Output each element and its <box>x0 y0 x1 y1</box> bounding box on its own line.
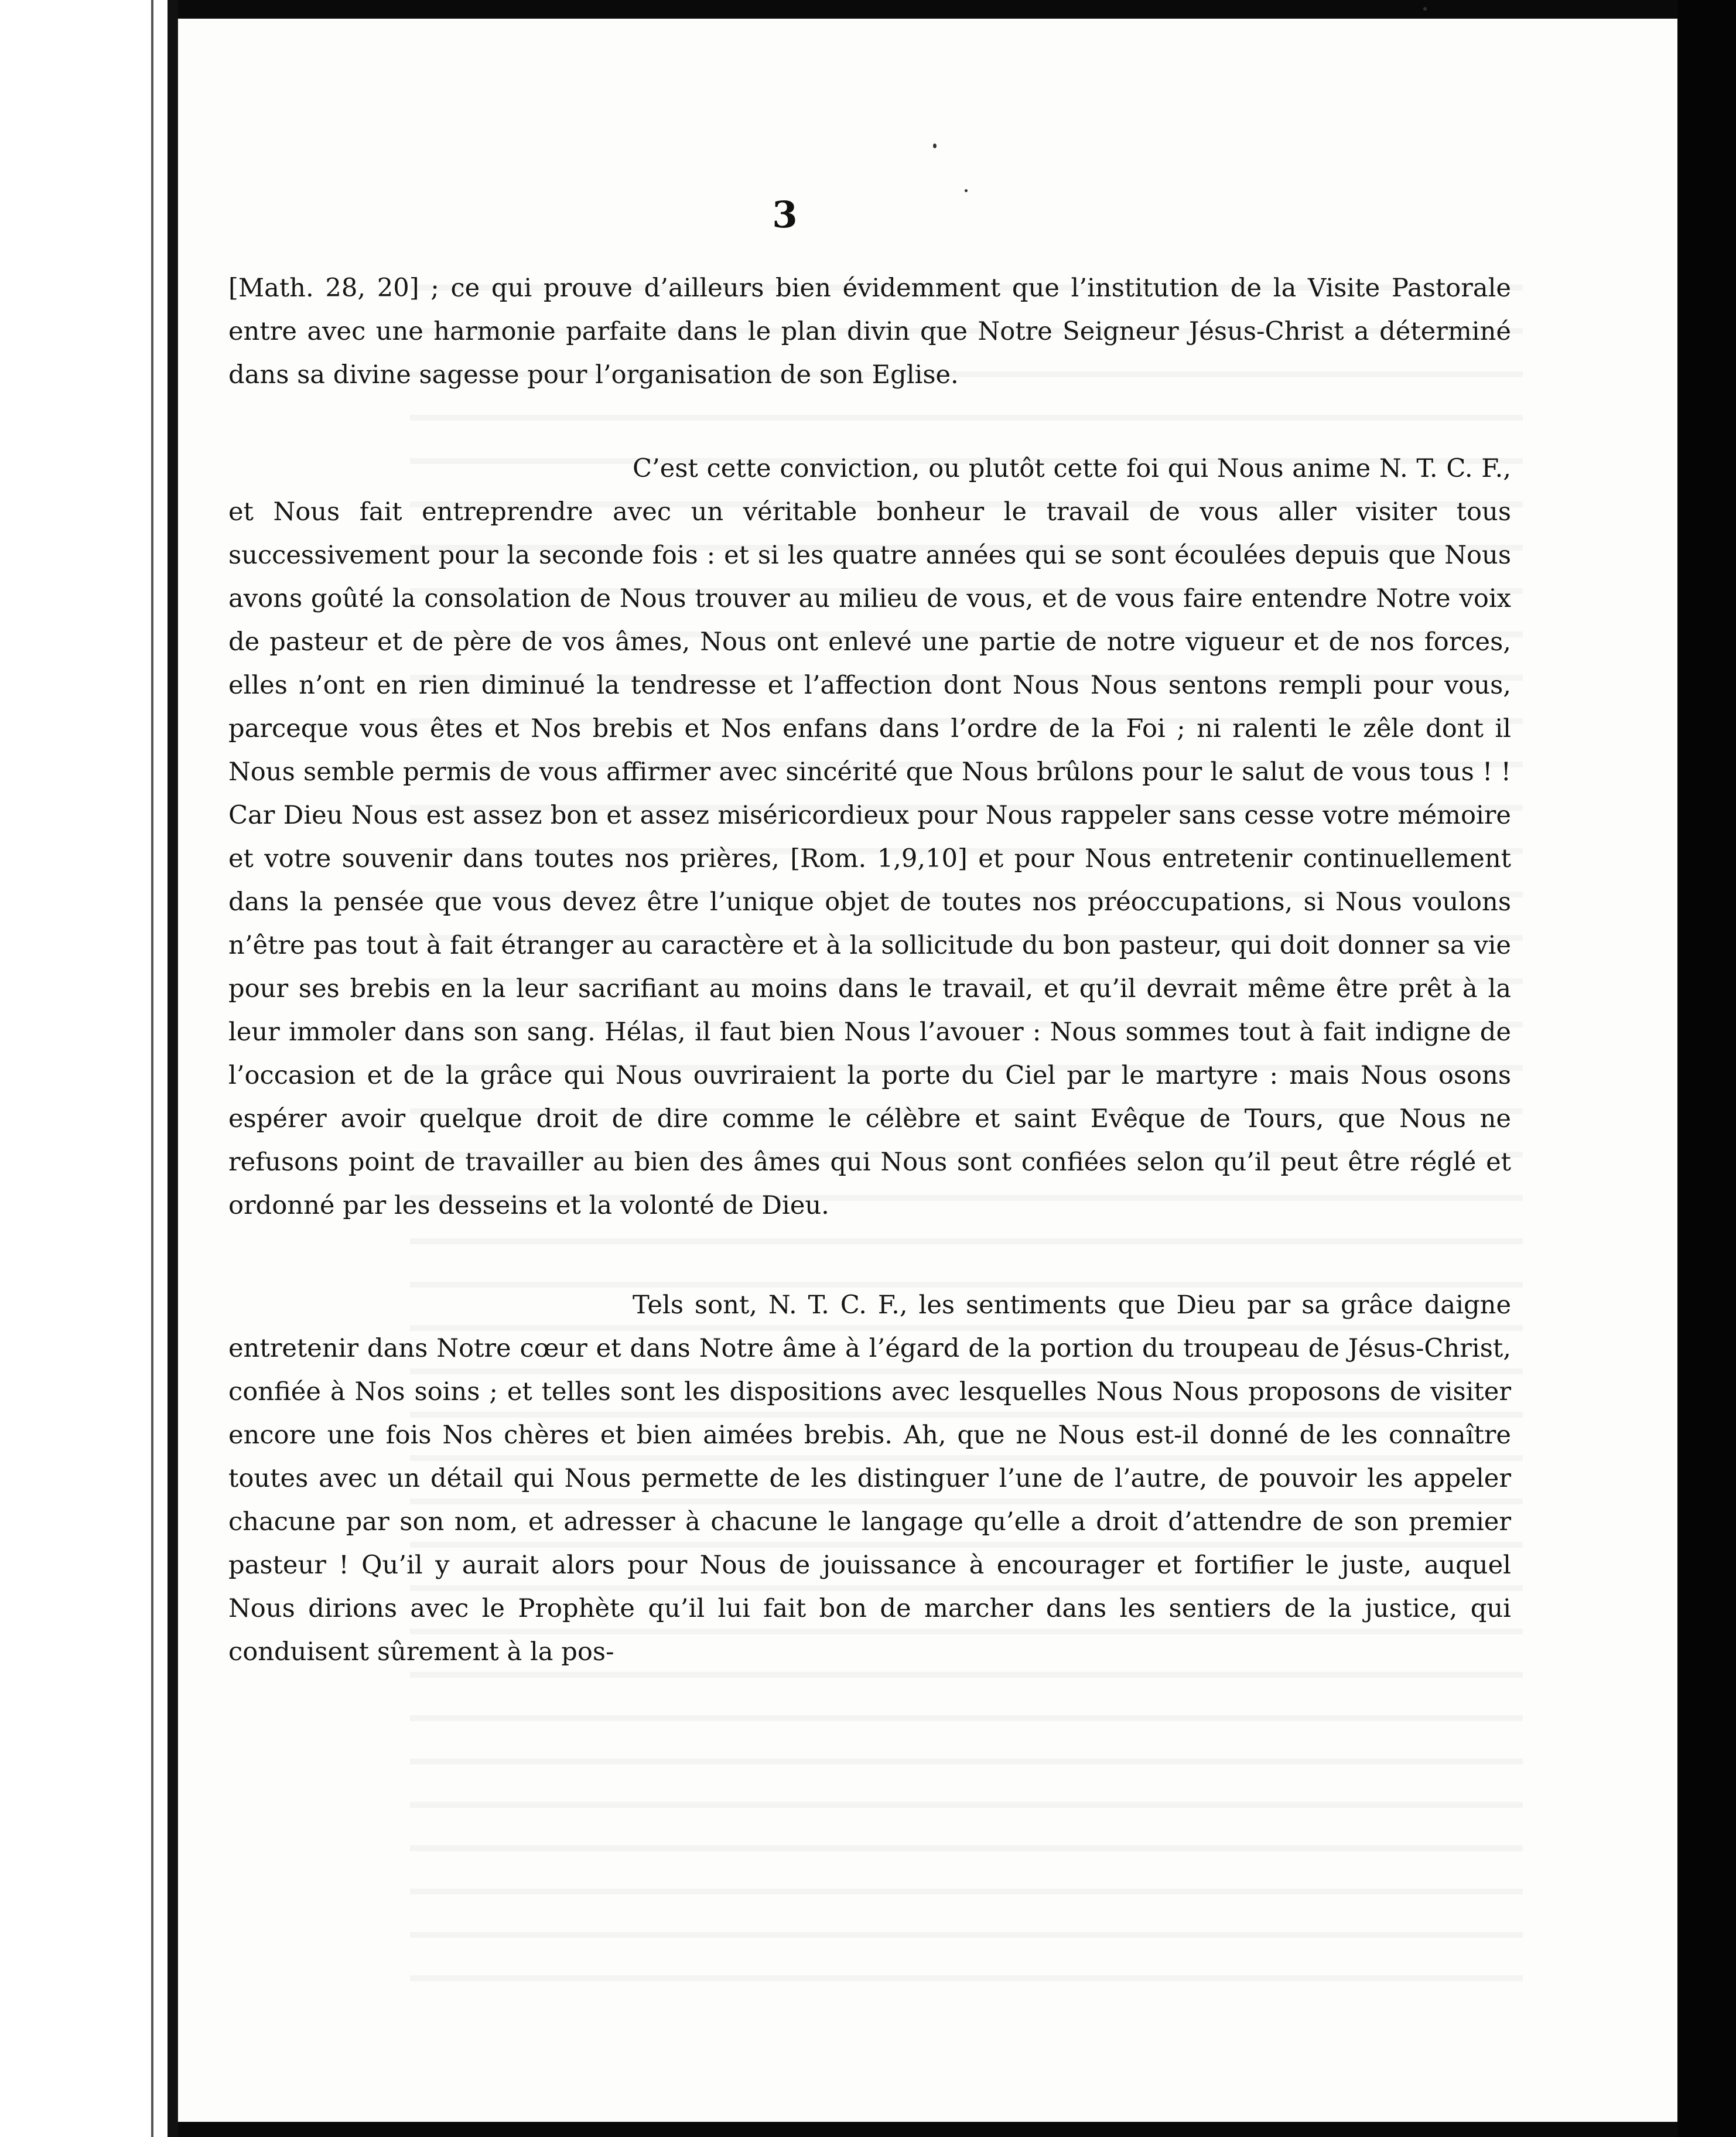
paragraph-continuation: [Math. 28, 20] ; ce qui prouve d’ailleurs bien évidemment que l’institution de la Visite Pastorale entre avec une harmonie parfaite dans le plan divin que Notre Seigneur Jésus-Christ a déterminé dans sa divine sagesse pour l’organisation de son Eglise. <box>228 274 1511 390</box>
body-text <box>228 267 1511 1674</box>
previous-page-edge <box>0 0 176 2137</box>
speck <box>1423 7 1427 11</box>
gutter-shadow <box>168 0 178 2137</box>
paragraph-conviction: C’est cette conviction, ou plutôt cette foi qui Nous anime N. T. C. F., et Nous fait entreprendre avec un véritable bonheur le travail de vous aller visiter tous successivement pour la seconde fois : et si les quatre années qui se sont écoulées depuis que Nous avons goûté la consolation de Nous trouver au milieu de vous, et de vous faire entendre Notre voix de pasteur et de père de vos âmes, Nous ont enlevé une partie de notre vigueur et de nos forces, elles n’ont en rien diminué la tendresse et l’affection dont Nous Nous sentons rempli pour vous, parceque vous êtes et Nos brebis et Nos enfans dans l’ordre de la Foi ; ni ralenti le zêle dont il Nous semble permis de vous affirmer avec sincérité que Nous brûlons pour le salut de vous tous ! ! Car Dieu Nous est assez bon et assez miséricordieux pour Nous rappeler sans cesse votre mémoire et votre souvenir dans toutes nos prières, [Rom. 1,9,10] et pour Nous entretenir continuellement dans la pensée que vous devez être l’unique objet de toutes nos préoccupations, si Nous voulons n’être pas tout à fait étranger au caractère et à la sollicitude du bon pasteur, qui doit donner sa vie pour ses brebis en la leur sacrifiant au moins dans le travail, et qu’il devrait même être prêt à la leur immoler dans son sang. Hélas, il faut bien Nous l’avouer : Nous sommes tout à fait indigne de l’occasion et de la grâce qui Nous ouvriraient la porte du Ciel par le martyre : mais Nous osons espérer avoir quelque droit de dire comme le célèbre et saint Evêque de Tours, que Nous ne refusons point de travailler au bien des âmes qui Nous sont confiées selon qu’il peut être réglé et ordonné par les desseins et la volonté de Dieu. <box>228 454 1511 1220</box>
speck <box>933 144 937 148</box>
speck <box>965 189 968 192</box>
paragraph-sentiments: Tels sont, N. T. C. F., les sentiments que Dieu par sa grâce daigne entretenir dans Notre cœur et dans Notre âme à l’égard de la portion du troupeau de Jésus-Christ, confiée à Nos soins ; et telles sont les dispositions avec lesquelles Nous Nous proposons de visiter encore une fois Nos chères et bien aimées brebis. Ah, que ne Nous est-il donné de les connaître toutes avec un détail qui Nous permette de les distinguer l’une de l’autre, de pouvoir les appeler chacune par son nom, et adresser à chacune le langage qu’elle a droit d’attendre de son premier pasteur ! Qu’il y aurait alors pour Nous de jouissance à encourager et fortifier le juste, auquel Nous dirions avec le Prophète qu’il lui fait bon de marcher dans les sentiers de la justice, qui conduisent sûrement à la pos- <box>228 1291 1511 1667</box>
scan-background-edge <box>1677 0 1736 2137</box>
page-number: 3 <box>772 193 798 236</box>
binding-line <box>151 0 153 2137</box>
